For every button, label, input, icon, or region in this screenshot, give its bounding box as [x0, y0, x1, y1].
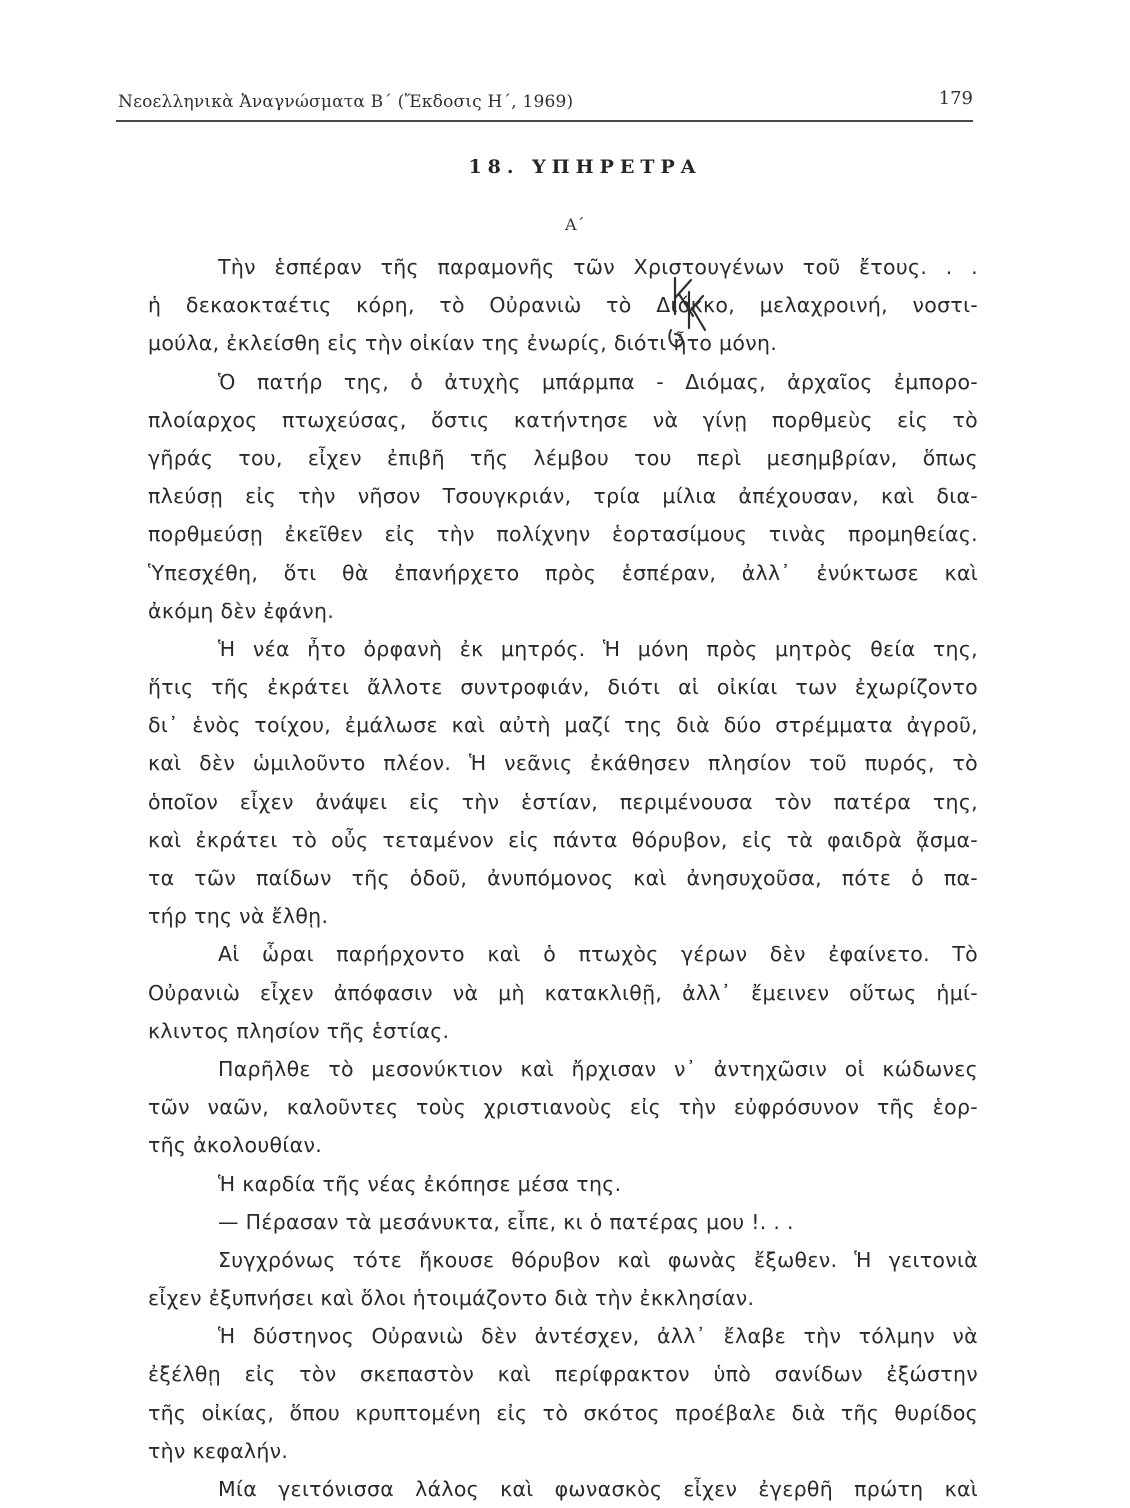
text-line: Μία γειτόνισσα λάλος καὶ φωνασκὸς εἶχεν ἐγερθῆ πρώτη καὶ [218, 1477, 978, 1501]
text-line: κλιντος πλησίον τῆς ἑστίας. [148, 1018, 450, 1043]
text-line: ἀκόμη δὲν ἐφάνη. [148, 598, 335, 623]
text-line: ὁποῖον εἶχεν ἀνάψει εἰς τὴν ἑστίαν, περιμένουσα τὸν πατέρα της, [148, 789, 978, 814]
section-label: Α΄ [565, 215, 585, 234]
text-line: ἡ δεκαοκταέτις κόρη, τὸ Οὐρανιὼ τὸ Διόκκο, μελαχροινή, νοστι- [148, 293, 978, 318]
text-line: Ὑπεσχέθη, ὅτι θὰ ἐπανήρχετο πρὸς ἑσπέραν, ἀλλ᾿ ἐνύκτωσε καὶ [148, 560, 978, 585]
text-line: Τὴν ἑσπέραν τῆς παραμονῆς τῶν Χριστουγένων τοῦ ἔτους. . . [218, 255, 978, 279]
text-line: τα τῶν παίδων τῆς ὁδοῦ, ἀνυπόμονος καὶ ἀνησυχοῦσα, πότε ὁ πα- [148, 866, 978, 890]
text-line: καὶ ἐκράτει τὸ οὖς τεταμένον εἰς πάντα θόρυβον, εἰς τὰ φαιδρὰ ᾄσμα- [148, 827, 978, 852]
text-line: καὶ δὲν ὡμιλοῦντο πλέον. Ἡ νεᾶνις ἐκάθησεν πλησίον τοῦ πυρός, τὸ [148, 751, 978, 776]
text-line: Αἱ ὧραι παρήρχοντο καὶ ὁ πτωχὸς γέρων δὲν ἐφαίνετο. Τὸ [218, 942, 978, 967]
text-line: τῆς οἰκίας, ὅπου κρυπτομένη εἰς τὸ σκότος προέβαλε διὰ τῆς θυρίδος [148, 1400, 978, 1425]
text-line: μούλα, ἐκλείσθη εἰς τὴν οἰκίαν της ἐνωρίς, διότι ἦτο μόνη. [148, 331, 778, 356]
running-head [118, 88, 973, 118]
header-rule [116, 120, 973, 122]
text-line: ἥτις τῆς ἐκράτει ἄλλοτε συντροφιάν, διότι αἱ οἰκίαι των ἐχωρίζοντο [148, 675, 978, 700]
text-line: εἶχεν ἐξυπνήσει καὶ ὅλοι ἡτοιμάζοντο διὰ τὴν ἐκκλησίαν. [148, 1286, 755, 1311]
text-line: Ἡ δύστηνος Οὐρανιὼ δὲν ἀντέσχεν, ἀλλ᾿ ἔλαβε τὴν τόλμην νὰ [218, 1324, 978, 1349]
chapter-title: 18. ΥΠΗΡΕΤΡΑ [468, 156, 702, 178]
text-line: τῆς ἀκολουθίαν. [148, 1133, 323, 1158]
text-line: Ἡ νέα ἦτο ὀρφανὴ ἐκ μητρός. Ἡ μόνη πρὸς μητρὸς θεία της, [218, 636, 978, 661]
page-number: 179 [938, 88, 973, 109]
text-line: πλεύσῃ εἰς τὴν νῆσον Τσουγκριάν, τρία μίλια ἀπέχουσαν, καὶ δια- [148, 484, 978, 509]
text-line: Παρῆλθε τὸ μεσονύκτιον καὶ ἤρχισαν ν᾿ ἀντηχῶσιν οἱ κώδωνες [218, 1056, 978, 1081]
running-title: Νεοελληνικὰ Ἀναγνώσματα Β΄ (Ἔκδοσις Η΄, 1969) [118, 92, 574, 112]
text-line: ἐξέλθῃ εἰς τὸν σκεπαστὸν καὶ περίφρακτον ὑπὸ σανίδων ἐξώστην [148, 1362, 978, 1387]
text-line: τῶν ναῶν, καλοῦντες τοὺς χριστιανοὺς εἰς τὴν εὐφρόσυνον τῆς ἑορ- [148, 1095, 978, 1120]
text-line: τὴν κεφαλήν. [148, 1438, 289, 1463]
text-line: Ὁ πατήρ της, ὁ ἀτυχὴς μπάρμπα - Διόμας, ἀρχαῖος ἐμπορο- [218, 369, 978, 394]
text-line: γῆράς του, εἶχεν ἐπιβῆ τῆς λέμβου του περὶ μεσημβρίαν, ὅπως [148, 445, 978, 470]
text-line: δι᾿ ἑνὸς τοίχου, ἐμάλωσε καὶ αὐτὴ μαζί της διὰ δύο στρέμματα ἀγροῦ, [148, 713, 978, 738]
text-line: πορθμεύσῃ ἐκεῖθεν εἰς τὴν πολίχνην ἑορτασίμους τινὰς προμηθείας. [148, 522, 978, 547]
text-line: πλοίαρχος πτωχεύσας, ὅστις κατήντησε νὰ γίνῃ πορθμεὺς εἰς τὸ [148, 407, 978, 432]
text-line: Οὐρανιὼ εἶχεν ἀπόφασιν νὰ μὴ κατακλιθῇ, ἀλλ᾿ ἔμεινεν οὕτως ἡμί- [148, 980, 978, 1005]
text-line: Ἡ καρδία τῆς νέας ἐκόπησε μέσα της. [218, 1171, 622, 1196]
text-line: τήρ της νὰ ἔλθῃ. [148, 904, 329, 929]
text-line: Συγχρόνως τότε ἤκουσε θόρυβον καὶ φωνὰς ἔξωθεν. Ἡ γειτονιὰ [218, 1247, 978, 1272]
body-text [148, 248, 978, 1508]
text-line: — Πέρασαν τὰ μεσάνυκτα, εἶπε, κι ὁ πατέρας μου !. . . [218, 1209, 794, 1234]
